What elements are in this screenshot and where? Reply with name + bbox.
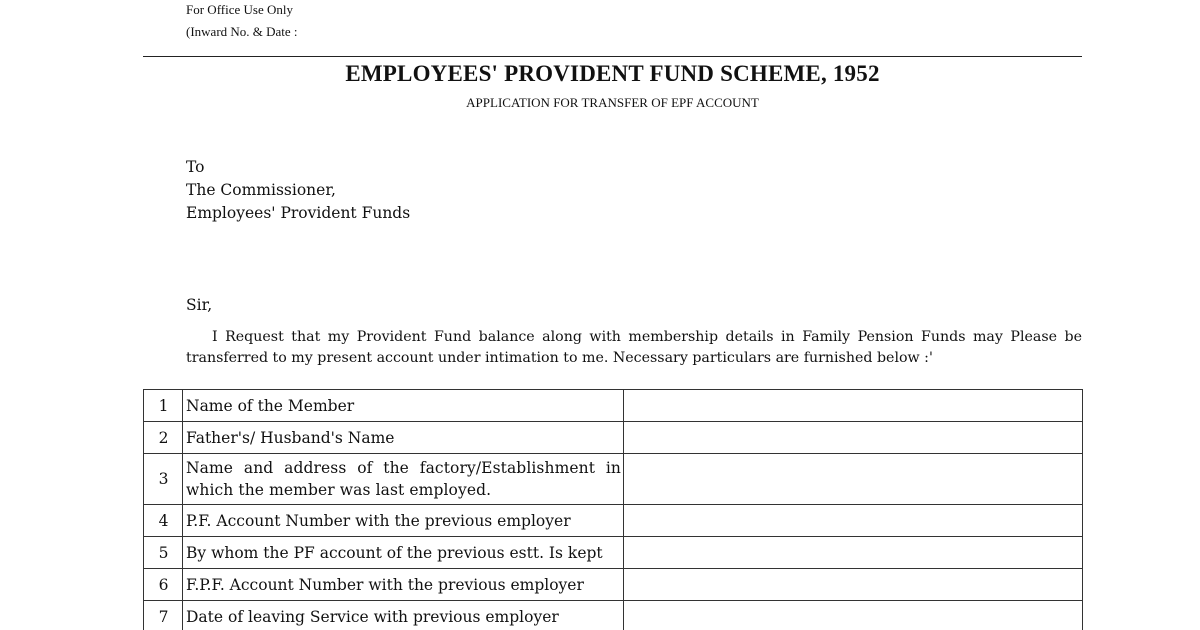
field-label-member-name: Name of the Member [183, 390, 624, 422]
field-value-date-of-leaving[interactable] [624, 601, 1083, 630]
field-value-pf-account-number[interactable] [624, 505, 1083, 537]
address-department: Employees' Provident Funds [186, 204, 411, 222]
document-subtitle: APPLICATION FOR TRANSFER OF EPF ACCOUNT [466, 95, 759, 110]
field-label-father-husband-name: Father's/ Husband's Name [183, 422, 624, 454]
row-number: 1 [144, 390, 183, 422]
table-row [144, 454, 1083, 505]
table-row [144, 601, 1083, 630]
row-number: 7 [144, 601, 183, 630]
row-number: 3 [144, 454, 183, 505]
header-divider [143, 56, 1082, 57]
table-row [144, 505, 1083, 537]
row-number: 5 [144, 537, 183, 569]
field-value-fpf-account-number[interactable] [624, 569, 1083, 601]
field-value-establishment-address[interactable] [624, 454, 1083, 505]
table-row [144, 537, 1083, 569]
field-label-pf-account-keeper: By whom the PF account of the previous estt. Is kept [183, 537, 624, 569]
salutation: Sir, [186, 296, 213, 314]
field-label-fpf-account-number: F.P.F. Account Number with the previous employer [183, 569, 624, 601]
row-number: 4 [144, 505, 183, 537]
request-paragraph: I Request that my Provident Fund balance along with membership details in Family Pension Funds may Please be transferred to my present account under intimation to me. Necessary particulars are furnished below :' [186, 329, 1082, 366]
inward-no-date-label: (Inward No. & Date : [186, 24, 298, 39]
address-commissioner: The Commissioner, [186, 181, 336, 199]
field-value-father-husband-name[interactable] [624, 422, 1083, 454]
row-number: 6 [144, 569, 183, 601]
particulars-table [143, 389, 1083, 630]
field-value-member-name[interactable] [624, 390, 1083, 422]
row-number: 2 [144, 422, 183, 454]
address-to: To [186, 158, 205, 176]
office-use-label: For Office Use Only [186, 2, 293, 17]
table-row [144, 422, 1083, 454]
table-row [144, 569, 1083, 601]
field-label-date-of-leaving: Date of leaving Service with previous employer [183, 601, 624, 630]
table-row [144, 390, 1083, 422]
document-title: EMPLOYEES' PROVIDENT FUND SCHEME, 1952 [345, 61, 880, 86]
field-value-pf-account-keeper[interactable] [624, 537, 1083, 569]
field-label-pf-account-number: P.F. Account Number with the previous employer [183, 505, 624, 537]
field-label-establishment-address: Name and address of the factory/Establishment in which the member was last employed. [183, 454, 624, 505]
